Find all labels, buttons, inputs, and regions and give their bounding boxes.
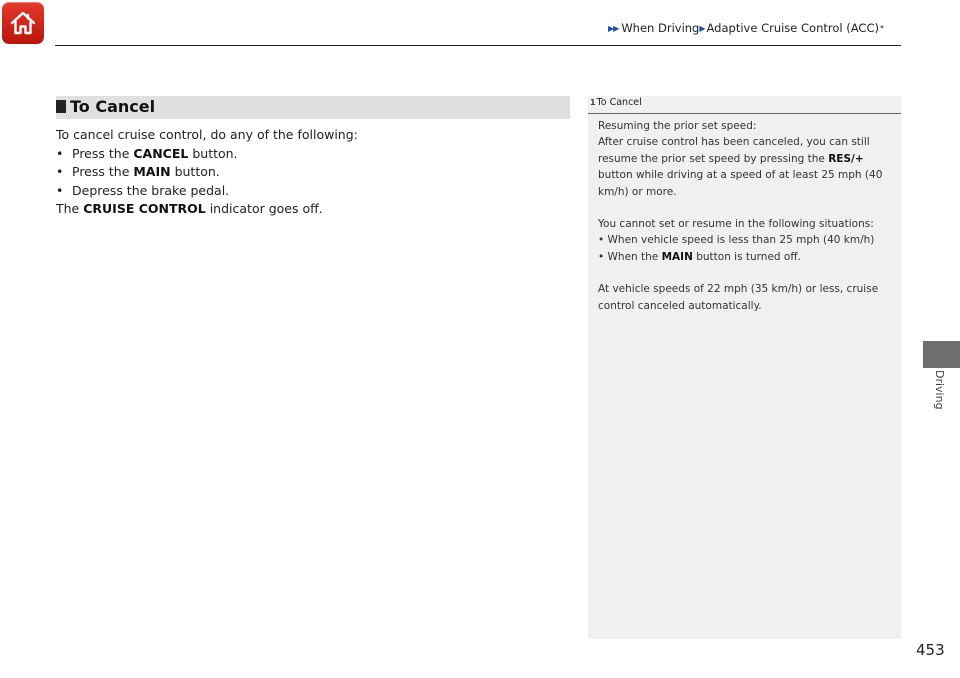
bullet-icon: • <box>56 145 64 161</box>
closing-text-part: The <box>56 201 84 216</box>
list-item-text: Depress the brake pedal. <box>72 182 230 198</box>
list-item <box>56 163 566 182</box>
button-name: CANCEL <box>133 145 189 161</box>
page-number: 453 <box>916 641 945 659</box>
home-icon <box>9 9 37 37</box>
list-item-text: button. <box>188 145 238 161</box>
list-item <box>56 182 566 201</box>
list-item-text: Press the <box>72 164 134 179</box>
indicator-name: CRUISE CONTROL <box>83 201 206 216</box>
section-title <box>56 97 155 116</box>
button-name: RES/+ <box>828 152 864 165</box>
arrow-icon: ▶ <box>699 23 706 33</box>
bullet-icon: • <box>56 182 64 198</box>
list-item-text: button. <box>170 164 220 179</box>
note-text-part: button is turned off. <box>692 250 801 263</box>
bullet-icon: • <box>56 164 64 179</box>
section-title-text: To Cancel <box>70 97 156 116</box>
note-text-part: When the <box>607 250 662 263</box>
square-bullet-icon <box>56 100 66 113</box>
note-list-item <box>598 232 893 248</box>
section-header <box>56 96 570 119</box>
breadcrumb <box>608 19 884 37</box>
note-text <box>598 134 893 200</box>
intro-text: To cancel cruise control, do any of the following: <box>56 127 358 142</box>
list-item-text: Press the <box>72 145 134 161</box>
side-note-body <box>598 118 893 314</box>
note-text-part: After cruise control has been canceled, you can still resume the prior set speed by pressing the <box>598 136 870 165</box>
side-note-heading <box>590 97 642 108</box>
closing-text <box>56 200 566 219</box>
section-tab[interactable] <box>923 341 960 368</box>
breadcrumb-acc[interactable]: Adaptive Cruise Control (ACC) <box>706 21 879 35</box>
main-text <box>56 126 566 219</box>
side-note-divider <box>588 113 901 114</box>
note-text-part: When vehicle speed is less than 25 mph (40 km/h) <box>607 234 875 247</box>
reference-icon: 1 <box>590 98 596 107</box>
section-tab-label: Driving <box>933 370 946 410</box>
double-arrow-icon: ▶▶ <box>608 23 619 33</box>
header-divider <box>55 45 901 46</box>
breadcrumb-when-driving[interactable]: When Driving <box>621 21 700 35</box>
note-text: At vehicle speeds of 22 mph (35 km/h) or less, cruise control canceled automatically. <box>598 283 879 312</box>
note-list-item <box>598 249 893 265</box>
note-text: Resuming the prior set speed: <box>598 120 757 132</box>
button-name: MAIN <box>661 250 693 263</box>
home-button[interactable] <box>2 2 44 44</box>
button-name: MAIN <box>133 164 171 179</box>
note-text-part: button while driving at a speed of at least 25 mph (40 km/h) or more. <box>598 169 883 198</box>
option-marker: * <box>879 23 884 33</box>
bullet-icon: • <box>598 250 608 263</box>
side-note-title: To Cancel <box>596 97 642 108</box>
side-note-panel <box>588 96 901 639</box>
closing-text-part: indicator goes off. <box>205 201 323 216</box>
list-item <box>56 145 566 164</box>
note-text: You cannot set or resume in the following situations: <box>598 218 874 231</box>
bullet-icon: • <box>598 234 608 247</box>
